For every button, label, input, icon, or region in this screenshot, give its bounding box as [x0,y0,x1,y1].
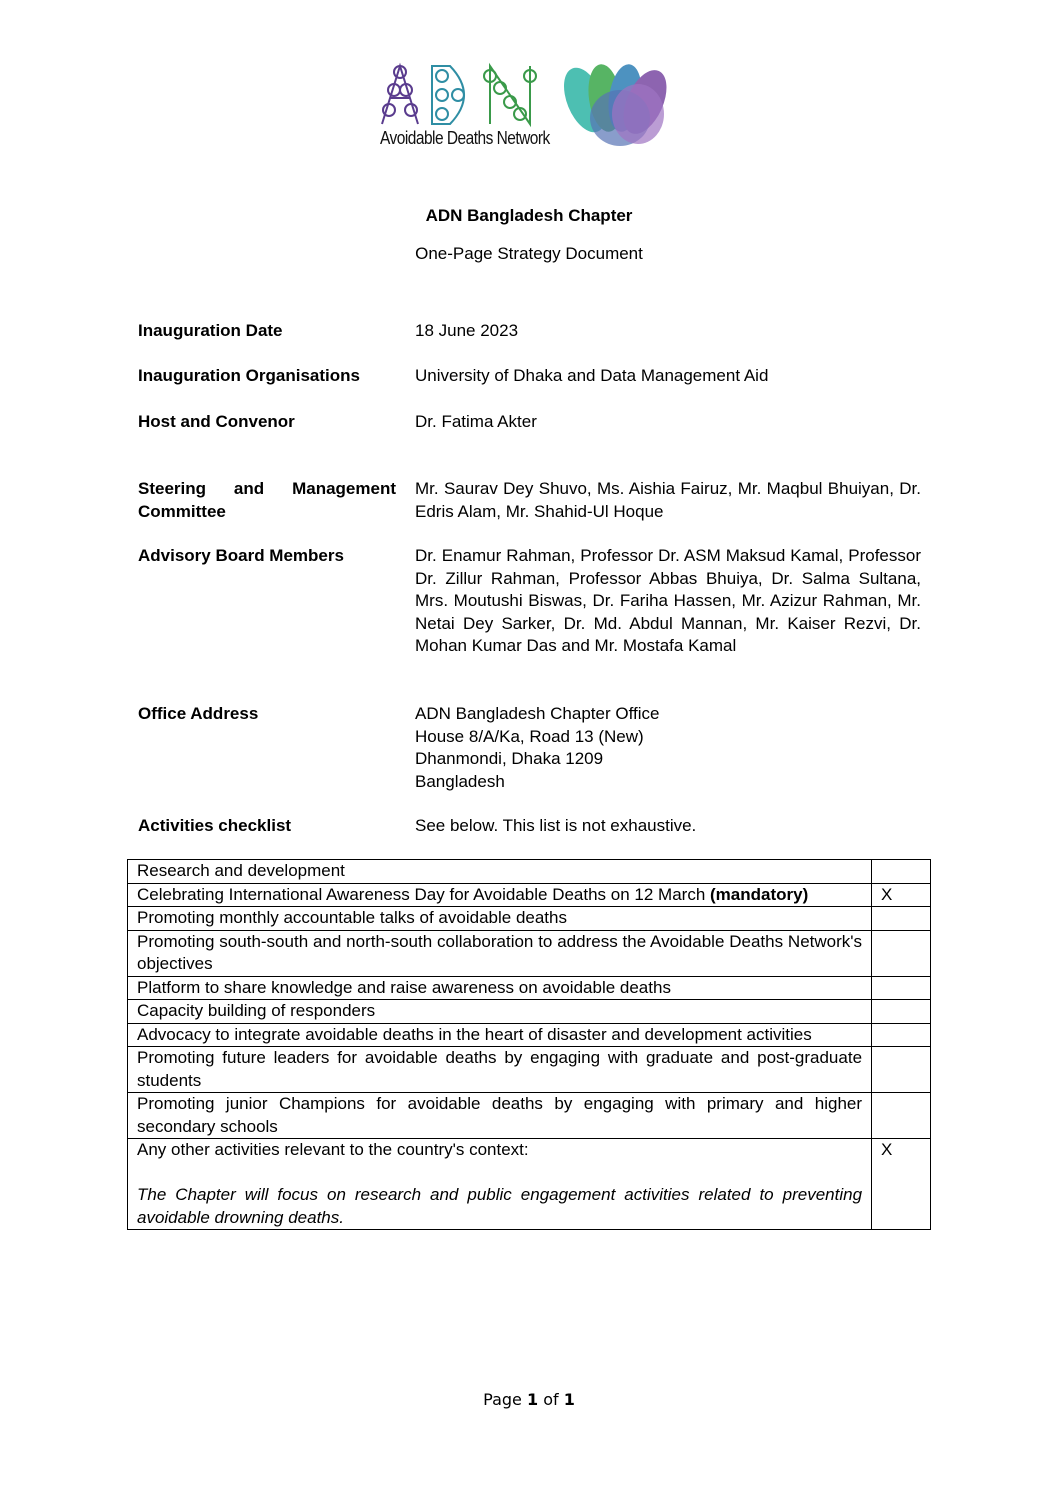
logo-wordmark: Avoidable Deaths Network [380,128,550,148]
activity-cell: Promoting south-south and north-south collaboration to address the Avoidable Deaths Network's objectives [128,930,872,976]
document-title: ADN Bangladesh Chapter [425,206,633,225]
field-label: Inauguration Organisations [138,366,360,385]
field-value: Dr. Enamur Rahman, Professor Dr. ASM Maksud Kamal, Professor Dr. Zillur Rahman, Professor Abbas Bhuiya, Dr. Salma Sultana, Mrs. Moutushi Biswas, Dr. Fariha Hassen, Mr. Azizur Rahman, Mr. Netai Dey Sarker, Dr. Md. Abdul Mannan, Mr. Kaiser Rezvi, Dr. Mohan Kumar Das and Mr. Mostafa Kamal [415,546,921,655]
activity-text: Celebrating International Awareness Day for Avoidable Deaths on 12 March [137,884,710,904]
field-value-line: See below. This list is not exhaustive. [415,816,697,835]
checkmark-cell [872,1047,931,1093]
field-label: Steering and Management Committee [138,479,396,521]
field-value [415,815,921,838]
field-value: Mr. Saurav Dey Shuvo, Ms. Aishia Fairuz, Mr. Maqbul Bhuiyan, Dr. Edris Alam, Mr. Shahid-Ul Hoque [415,479,921,521]
table-row [128,1000,931,1024]
activity-cell: Research and development [128,860,872,884]
activity-cell [128,1139,872,1230]
checkmark-cell [872,1000,931,1024]
table-row [128,976,931,1000]
activity-cell: Promoting monthly accountable talks of avoidable deaths [128,907,872,931]
field-label: Inauguration Date [138,321,283,340]
footer-middle: of [538,1390,564,1409]
activity-emphasis: (mandatory) [710,884,809,904]
field-value [415,320,921,343]
checkmark-cell [872,930,931,976]
activities-checklist-table [127,859,931,1230]
table-row [128,1093,931,1139]
page-footer [0,1390,1058,1409]
activity-cell: Platform to share knowledge and raise awareness on avoidable deaths [128,976,872,1000]
footer-page-current: 1 [526,1390,539,1409]
field-value-line: University of Dhaka and Data Management Aid [415,366,769,385]
lotus-petals-icon [556,62,676,146]
field-label: Host and Convenor [138,412,295,431]
table-row [128,1139,931,1230]
field-label: Advisory Board Members [138,546,344,565]
field-value-line: 18 June 2023 [415,321,519,340]
logo-letter-a [382,66,418,124]
field-value [415,411,921,434]
footer-prefix: Page [483,1390,527,1409]
field-label: Office Address [138,704,259,723]
table-row [128,930,931,976]
checkmark-cell: X [872,883,931,907]
logo-letter-d [432,66,464,124]
logo-letter-n [484,66,536,124]
address-line: Dhanmondi, Dhaka 1209 [415,749,604,768]
checkmark-cell: X [872,1139,931,1230]
field-value [415,703,921,793]
activity-note: The Chapter will focus on research and public engagement activities related to preventing avoidable drowning deaths. [137,1185,863,1227]
address-line: Bangladesh [415,771,505,791]
address-line: House 8/A/Ka, Road 13 (New) [415,726,644,746]
table-row [128,860,931,884]
checkmark-cell [872,860,931,884]
table-row [128,883,931,907]
checkmark-cell [872,976,931,1000]
footer-page-total: 1 [563,1390,575,1409]
activity-cell: Capacity building of responders [128,1000,872,1024]
table-row [128,1047,931,1093]
activity-cell: Promoting junior Champions for avoidable deaths by engaging with primary and higher secondary schools [128,1093,872,1139]
document-subtitle: One-Page Strategy Document [415,244,643,263]
table-row [128,1023,931,1047]
field-label: Activities checklist [138,816,292,835]
activity-text: Any other activities relevant to the country's context: [137,1140,529,1159]
checkmark-cell [872,1093,931,1139]
activity-cell: Advocacy to integrate avoidable deaths in the heart of disaster and development activities [128,1023,872,1047]
checkmark-cell [872,1023,931,1047]
field-value-line: Dr. Fatima Akter [415,412,537,431]
table-row [128,907,931,931]
address-line: ADN Bangladesh Chapter Office [415,704,660,723]
activity-cell [128,883,872,907]
checkmark-cell [872,907,931,931]
field-value [415,365,921,388]
activity-cell: Promoting future leaders for avoidable deaths by engaging with graduate and post-graduate students [128,1047,872,1093]
